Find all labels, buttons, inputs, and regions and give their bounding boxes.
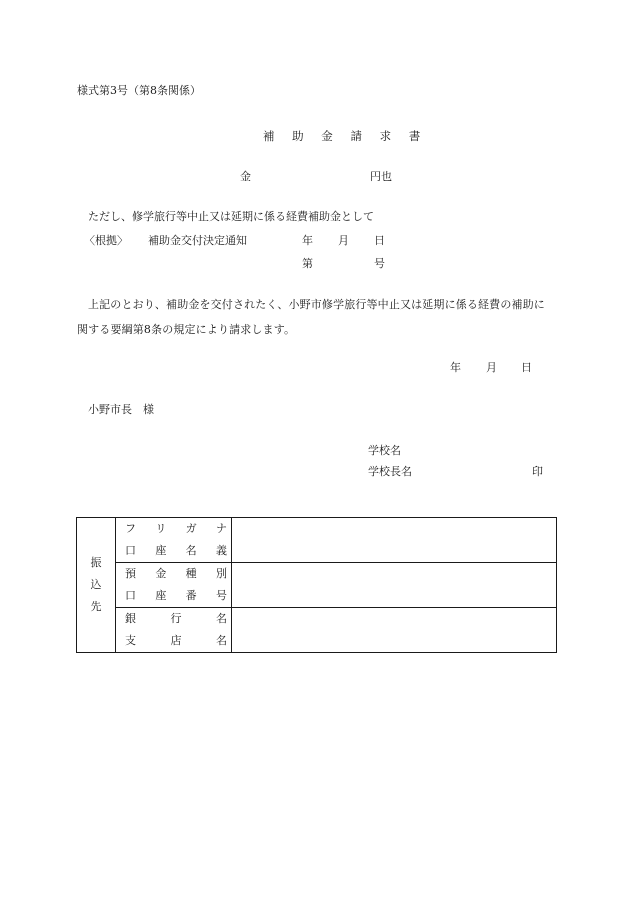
basis-year: 年 [302, 234, 313, 247]
bank-name-label: 銀 行 名 [125, 612, 227, 625]
account-type-label: 預 金 種 別 [125, 567, 227, 580]
table-row [77, 518, 557, 563]
bank-branch-field[interactable] [232, 608, 557, 653]
transfer-header-label: 振込先 [90, 556, 102, 613]
basis-label: 〈根拠〉 [84, 234, 128, 247]
basis-number-suffix: 号 [374, 257, 385, 270]
bank-transfer-table [76, 517, 557, 653]
basis-day: 日 [374, 234, 385, 247]
school-name-label: 学校名 [368, 444, 401, 457]
basis-document: 補助金交付決定通知 [148, 234, 247, 247]
account-type-number-field[interactable] [232, 563, 557, 608]
amount-prefix: 金 [240, 170, 251, 183]
account-holder-label: 口 座 名 義 [125, 544, 227, 557]
amount-suffix: 円也 [370, 170, 392, 183]
addressee: 小野市長 様 [88, 403, 154, 416]
table-row [77, 563, 557, 608]
transfer-destination-header [77, 518, 116, 653]
account-number-label: 口 座 番 号 [125, 589, 227, 602]
document-title: 補 助 金 請 求 書 [263, 129, 428, 143]
table-row [77, 608, 557, 653]
basis-month: 月 [338, 234, 349, 247]
bank-branch-label [116, 608, 232, 653]
furigana-account-name-label [116, 518, 232, 563]
account-holder-field[interactable] [232, 518, 557, 563]
seal-mark: 印 [532, 465, 543, 478]
request-body: 上記のとおり、補助金を交付されたく、小野市修学旅行等中止又は延期に係る経費の補助に関する要綱第8条の規定により請求します。 [77, 298, 545, 336]
account-type-number-label [116, 563, 232, 608]
basis-number-prefix: 第 [302, 257, 313, 270]
furigana-label: フ リ ガ ナ [125, 522, 227, 535]
branch-name-label: 支 店 名 [125, 634, 227, 647]
date-year: 年 [450, 361, 461, 374]
proviso-text: ただし、修学旅行等中止又は延期に係る経費補助金として [88, 210, 374, 223]
principal-name-label: 学校長名 [368, 465, 412, 478]
form-number: 様式第3号（第8条関係） [77, 84, 201, 97]
date-month: 月 [486, 361, 497, 374]
date-day: 日 [521, 361, 532, 374]
